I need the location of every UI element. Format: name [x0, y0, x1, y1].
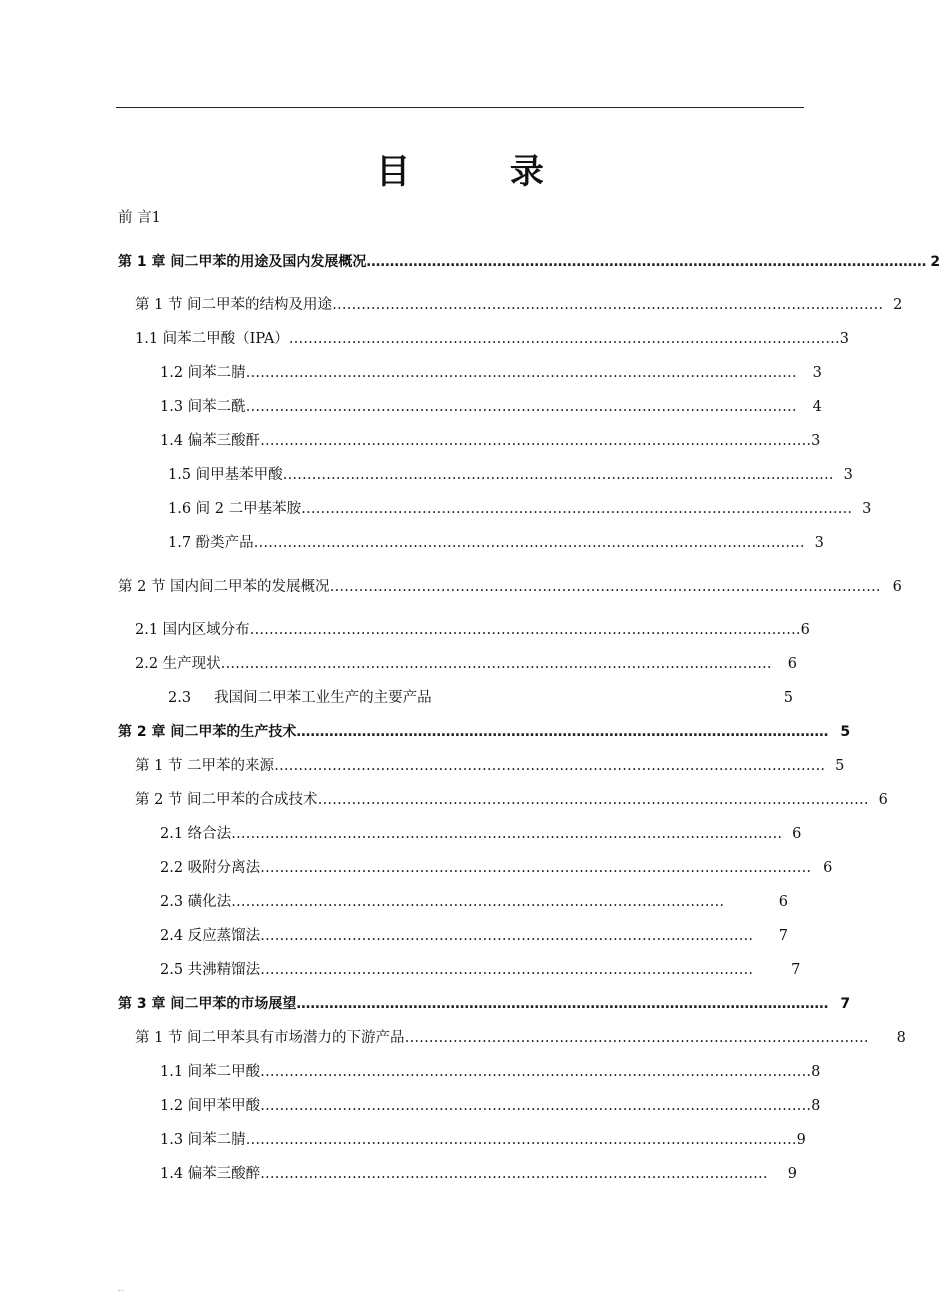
toc-entry[interactable] — [160, 958, 801, 982]
toc-preface[interactable] — [118, 206, 318, 230]
dot-leader: ………………………………………………………………………………………… — [231, 894, 725, 910]
toc-entry-label: 2.5 共沸精馏法 — [160, 962, 261, 978]
dot-leader: …………………………………………………………………………………… — [404, 1030, 869, 1046]
toc-entry-label: 2.2 吸附分离法 — [160, 860, 261, 876]
toc-entry-label: 1.7 酚类产品 — [168, 535, 254, 551]
toc-entry-page: 8 — [811, 1064, 821, 1080]
toc-entry-page: 7 — [840, 996, 851, 1012]
dot-leader: ………………………………………………………………………………………… — [260, 928, 754, 944]
toc-entry[interactable] — [160, 822, 802, 846]
toc-entry-page: 8 — [896, 1030, 906, 1046]
toc-entry[interactable] — [160, 395, 822, 419]
toc-entry[interactable] — [160, 856, 833, 880]
dot-leader: …………………………………………………………………………………………………… — [282, 467, 834, 483]
toc-entry-page: 6 — [892, 579, 902, 595]
toc-entry[interactable] — [160, 1060, 821, 1084]
toc-entry[interactable] — [160, 429, 821, 453]
toc-entry-page: 6 — [878, 792, 888, 808]
toc-entry-page: 5 — [840, 724, 851, 740]
toc-entry-page: 5 — [783, 690, 793, 706]
toc-entry[interactable] — [160, 1128, 806, 1152]
dot-leader: …………………………………………………………………………………………………… — [249, 622, 801, 638]
toc-entry-page: 6 — [823, 860, 833, 876]
toc-entry-page: 7 — [791, 962, 801, 978]
toc-entry[interactable] — [135, 788, 888, 812]
dot-leader: ………………………………………………………………………………………………………… — [366, 254, 927, 270]
toc-entry[interactable] — [168, 531, 824, 555]
toc-entry-label: 前 言1 — [118, 210, 161, 226]
dot-leader: ………………………………………………………………………………………… — [260, 962, 754, 978]
toc-entry-label: 1.4 偏苯三酸醉 — [160, 1166, 261, 1182]
toc-entry-label: 1.3 间苯二酰 — [160, 399, 246, 415]
toc-entry-label: 第 2 节 国内间二甲苯的发展概况 — [118, 579, 330, 595]
toc-entry-label: 第 1 节 二甲苯的来源 — [135, 758, 275, 774]
toc-entry-page: 3 — [862, 501, 872, 517]
dot-leader: …………………………………………………………………………………………………… — [253, 535, 805, 551]
toc-entry-page: 4 — [812, 399, 822, 415]
toc-entry-page: 9 — [796, 1132, 806, 1148]
toc-entry-label: 第 2 节 间二甲苯的合成技术 — [135, 792, 318, 808]
dot-leader: …………………………………………………………………………………………………… — [274, 758, 826, 774]
dot-leader: …………………………………………………………………………………………………… — [288, 331, 840, 347]
toc-entry-label: 1.1 间苯二甲酸（IPA） — [135, 331, 289, 347]
toc-entry-label: 第 1 节 间二甲苯具有市场潜力的下游产品 — [135, 1030, 405, 1046]
toc-entry[interactable] — [118, 575, 902, 599]
toc-entry-label: 第 1 章 间二甲苯的用途及国内发展概况 — [118, 254, 367, 270]
toc-entry-page: 6 — [787, 656, 797, 672]
toc-entry-label: 2.3 我国间二甲苯工业生产的主要产品 — [168, 690, 432, 706]
toc-entry[interactable] — [135, 618, 810, 642]
dot-leader: …………………………………………………………………………………………………… — [231, 826, 783, 842]
dot-leader: …………………………………………………………………………………………………… — [296, 724, 829, 740]
toc-entry-page: 6 — [778, 894, 788, 910]
toc-entry-page: 6 — [792, 826, 802, 842]
toc-entry[interactable] — [135, 293, 903, 317]
toc-entry-label: 1.4 偏苯三酸酐 — [160, 433, 261, 449]
toc-entry[interactable] — [160, 890, 788, 914]
dot-leader: …………………………………………………………………………………………………… — [260, 1098, 812, 1114]
toc-entry-page: 2 — [930, 254, 940, 270]
dot-leader: …………………………………………………………………………………………………… — [260, 1064, 812, 1080]
toc-entry-label: 2.2 生产现状 — [135, 656, 221, 672]
toc-entry-page: 5 — [835, 758, 845, 774]
toc-entry-page: 3 — [812, 365, 822, 381]
toc-entry-label: 1.2 间苯二腈 — [160, 365, 246, 381]
toc-entry[interactable] — [118, 992, 851, 1016]
dot-leader: …………………………………………………………………………………………………… — [245, 1132, 797, 1148]
toc-entry[interactable] — [160, 361, 822, 385]
toc-entry-page: 3 — [843, 467, 853, 483]
toc-entry-label: 1.6 间 2 二甲基苯胺 — [168, 501, 302, 517]
toc-entry-page: 7 — [778, 928, 788, 944]
dot-leader: …………………………………………………………………………………………………… — [317, 792, 869, 808]
dot-leader: …………………………………………………………………………………………………… — [301, 501, 853, 517]
toc-entry[interactable] — [160, 924, 788, 948]
toc-entry[interactable] — [168, 497, 872, 521]
toc-entry[interactable] — [168, 463, 853, 487]
toc-entry-label: 1.5 间甲基苯甲酸 — [168, 467, 283, 483]
dot-leader: …………………………………………………………………………………………………… — [245, 399, 797, 415]
toc-entry[interactable] — [135, 652, 797, 676]
toc-entry[interactable] — [135, 754, 845, 778]
toc-entry-page: 8 — [811, 1098, 821, 1114]
toc-entry[interactable] — [118, 250, 940, 274]
toc-entry-label: 第 2 章 间二甲苯的生产技术 — [118, 724, 297, 740]
toc-entry[interactable] — [135, 327, 850, 351]
toc-entry-page: 6 — [800, 622, 810, 638]
toc-entry[interactable] — [135, 1026, 906, 1050]
toc-entry[interactable] — [160, 1162, 797, 1186]
toc-entry-page: 3 — [814, 535, 824, 551]
toc-entry-page: 3 — [811, 433, 821, 449]
toc-entry-label: 1.1 间苯二甲酸 — [160, 1064, 261, 1080]
toc-entry-label: 1.2 间甲苯甲酸 — [160, 1098, 261, 1114]
toc-entry-label: 2.1 国内区域分布 — [135, 622, 250, 638]
footer-mark — [118, 1290, 124, 1293]
toc-entry-page: 2 — [893, 297, 903, 313]
toc-entry-page: 9 — [787, 1166, 797, 1182]
dot-leader: …………………………………………………………………………………………………… — [296, 996, 829, 1012]
toc-entry-label: 1.3 间苯二腈 — [160, 1132, 246, 1148]
dot-leader: …………………………………………………………………………………………………… — [245, 365, 797, 381]
dot-leader: …………………………………………………………………………………………………… — [332, 297, 884, 313]
page-title: 目 录 — [376, 152, 588, 192]
toc-entry-label: 2.4 反应蒸馏法 — [160, 928, 261, 944]
dot-leader: …………………………………………………………………………………………… — [260, 1166, 768, 1182]
toc-entry[interactable] — [118, 720, 851, 744]
toc-entry-label: 第 3 章 间二甲苯的市场展望 — [118, 996, 297, 1012]
toc-entry[interactable] — [168, 686, 793, 710]
toc-entry-label: 2.3 磺化法 — [160, 894, 232, 910]
toc-entry-page: 3 — [839, 331, 850, 347]
toc-entry-label: 2.1 络合法 — [160, 826, 232, 842]
header-rule — [116, 107, 804, 108]
toc-entry[interactable] — [160, 1094, 821, 1118]
dot-leader: …………………………………………………………………………………………………… — [329, 579, 881, 595]
dot-leader: …………………………………………………………………………………………………… — [220, 656, 772, 672]
dot-leader: …………………………………………………………………………………………………… — [260, 433, 812, 449]
toc-entry-label: 第 1 节 间二甲苯的结构及用途 — [135, 297, 333, 313]
dot-leader: …………………………………………………………………………………………………… — [260, 860, 812, 876]
